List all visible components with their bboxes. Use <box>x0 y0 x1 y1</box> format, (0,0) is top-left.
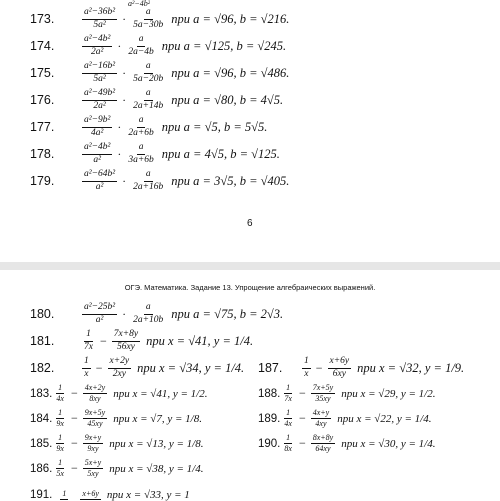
problem-178: 178. $\frac{\text{a²−4b²}}{\text{a²}}$ · $\frac{a}{3a+6b}$ при a = 4√5, b = √125. <box>30 142 280 165</box>
problem-175: 175. $\frac{\text{a²−16b²}}{\text{5a²}}$ · $\frac{a}{5a-20b}$ при a = √96, b = √486. <box>30 61 290 84</box>
problem-191-partial: 191. 1 x+6y при x = √33, y = 1 <box>30 489 190 501</box>
fraction-2: $\frac{a}{5a-30b}$ <box>133 7 164 30</box>
minus-sign: − <box>70 386 78 400</box>
fraction-1: $\frac{1}{7x}$ <box>84 329 93 352</box>
multiply-sign: · <box>122 65 127 80</box>
fraction-1: $\frac{1}{x}$ <box>304 356 309 379</box>
fraction-2: $\frac{5x+y}{5xy}$ <box>84 458 102 478</box>
fraction-1: 1 <box>62 489 67 498</box>
fraction-2: x+6y <box>82 489 99 498</box>
fraction-1: $\frac{\text{a²−64b²}}{\text{a²}}$ <box>84 169 116 192</box>
fraction-1: $\frac{\text{a²−4b²}}{\text{2a²}}$ <box>84 34 111 57</box>
fraction-1: $\frac{1}{4x}$ <box>284 408 292 428</box>
fraction-1: $\frac{1}{5x}$ <box>56 458 64 478</box>
fraction-2: $\frac{4x+y}{4xy}$ <box>312 408 330 428</box>
problem-179: 179. $\frac{\text{a²−64b²}}{\text{a²}}$ · $\frac{a}{2a+16b}$ при a = 3√5, b = √405. <box>30 169 290 192</box>
problem-188: 188. $\frac{1}{7x}$ − $\frac{7x+5y}{35xy}$ при x = √29, y = 1/2. <box>258 383 436 403</box>
minus-sign: − <box>99 333 107 348</box>
fraction-2: $\frac{a}{2a+10b}$ <box>133 302 164 325</box>
multiply-sign: · <box>117 146 122 161</box>
minus-sign: − <box>315 360 323 375</box>
page-number: 6 <box>247 218 253 229</box>
fraction-2: $\frac{9x+5y}{45xy}$ <box>84 408 106 428</box>
fraction-1: $\frac{1}{x}$ <box>84 356 89 379</box>
minus-sign: − <box>70 411 78 425</box>
minus-sign: − <box>70 461 78 475</box>
multiply-sign: · <box>122 11 127 26</box>
fraction-2: $\frac{a}{2a+16b}$ <box>133 169 164 192</box>
fraction-2: $\frac{a}{2a-4b}$ <box>128 34 154 57</box>
problem-182: 182. $\frac{1}{x}$ − $\frac{x+2y}{2xy}$ при x = √34, y = 1/4. <box>30 356 245 379</box>
page-header: ОГЭ. Математика. Задание 13. Упрощение алгебраических выражений. <box>124 283 376 292</box>
problem-177: 177. $\frac{\text{a²−9b²}}{\text{4a²}}$ · $\frac{a}{2a+6b}$ при a = √5, b = 5√5. <box>30 115 268 138</box>
fraction-1: $\frac{\text{a²−36b²}}{\text{5a²}}$ <box>84 7 116 30</box>
problem-186: 186. $\frac{1}{5x}$ − $\frac{5x+y}{5xy}$ при x = √38, y = 1/4. <box>30 458 204 478</box>
minus-sign: − <box>298 386 306 400</box>
problem-190: 190. $\frac{1}{8x}$ − $\frac{8x+8y}{64xy}$ при x = √30, y = 1/4. <box>258 433 436 453</box>
fraction-2: $\frac{a}{2a+14b}$ <box>133 88 164 111</box>
fraction-2: $\frac{a}{3a+6b}$ <box>128 142 154 165</box>
problem-183: 183. $\frac{1}{4x}$ − $\frac{4x+2y}{8xy}$ при x = √41, y = 1/2. <box>30 383 208 403</box>
fraction-1: $\frac{\text{a²−9b²}}{\text{4a²}}$ <box>84 115 111 138</box>
fraction-1: $\frac{1}{9x}$ <box>56 408 64 428</box>
multiply-sign: · <box>117 38 122 53</box>
fraction-2: $\frac{x+6y}{6xy}$ <box>329 356 350 379</box>
fraction-1: $\frac{1}{8x}$ <box>284 433 292 453</box>
problem-189: 189. $\frac{1}{4x}$ − $\frac{4x+y}{4xy}$ при x = √22, y = 1/4. <box>258 408 432 428</box>
multiply-sign: · <box>122 173 127 188</box>
problem-185: 185. $\frac{1}{9x}$ − $\frac{9x+y}{9xy}$ при x = √13, y = 1/8. <box>30 433 204 453</box>
problem-187: 187. $\frac{1}{x}$ − $\frac{x+6y}{6xy}$ при x = √32, y = 1/9. <box>258 356 465 379</box>
multiply-sign: · <box>117 119 122 134</box>
problem-173: 173. $\frac{\text{a²−36b²}}{\text{5a²}}$ · $\frac{a}{5a-30b}$ при a = √96, b = √216. <box>30 7 290 30</box>
minus-sign: − <box>298 411 306 425</box>
fraction-1: $\frac{1}{7x}$ <box>284 383 292 403</box>
problem-176: 176. $\frac{\text{a²−49b²}}{\text{2a²}}$ · $\frac{a}{2a+14b}$ при a = √80, b = 4√5. <box>30 88 284 111</box>
minus-sign: − <box>298 436 306 450</box>
problem-180: 180. $\frac{\text{a²−25b²}}{\text{a²}}$ · $\frac{a}{2a+10b}$ при a = √75, b = 2√3. <box>30 302 284 325</box>
multiply-sign: · <box>122 306 127 321</box>
fraction-1: $\frac{1}{9x}$ <box>56 433 64 453</box>
fraction-2: $\frac{a}{2a+6b}$ <box>128 115 154 138</box>
problem-181: 181. $\frac{1}{7x}$ − $\frac{7x+8y}{56xy}$ при x = √41, y = 1/4. <box>30 329 254 352</box>
fraction-2: $\frac{7x+8y}{56xy}$ <box>113 329 139 352</box>
minus-sign: − <box>95 360 103 375</box>
fraction-1: $\frac{1}{4x}$ <box>56 383 64 403</box>
fraction-2: $\frac{7x+5y}{35xy}$ <box>312 383 334 403</box>
problem-174: 174. $\frac{\text{a²−4b²}}{\text{2a²}}$ · $\frac{a}{2a-4b}$ при a = √125, b = √245. <box>30 34 287 57</box>
fraction-2: $\frac{9x+y}{9xy}$ <box>84 433 102 453</box>
problem-184: 184. $\frac{1}{9x}$ − $\frac{9x+5y}{45xy}$ при x = √7, y = 1/8. <box>30 408 202 428</box>
fraction-1: $\frac{\text{a²−25b²}}{\text{a²}}$ <box>84 302 116 325</box>
page-separator <box>0 262 500 270</box>
cutoff-line: a²−4b² <box>128 0 151 8</box>
fraction-2: $\frac{x+2y}{2xy}$ <box>109 356 130 379</box>
fraction-1: $\frac{\text{a²−4b²}}{\text{a²}}$ <box>84 142 111 165</box>
fraction-2: $\frac{a}{5a-20b}$ <box>133 61 164 84</box>
fraction-2: $\frac{8x+8y}{64xy}$ <box>312 433 334 453</box>
multiply-sign: · <box>122 92 127 107</box>
minus-sign: − <box>70 436 78 450</box>
fraction-1: $\frac{\text{a²−16b²}}{\text{5a²}}$ <box>84 61 116 84</box>
fraction-1: $\frac{\text{a²−49b²}}{\text{2a²}}$ <box>84 88 116 111</box>
fraction-2: $\frac{4x+2y}{8xy}$ <box>84 383 106 403</box>
page-bottom <box>0 270 500 501</box>
